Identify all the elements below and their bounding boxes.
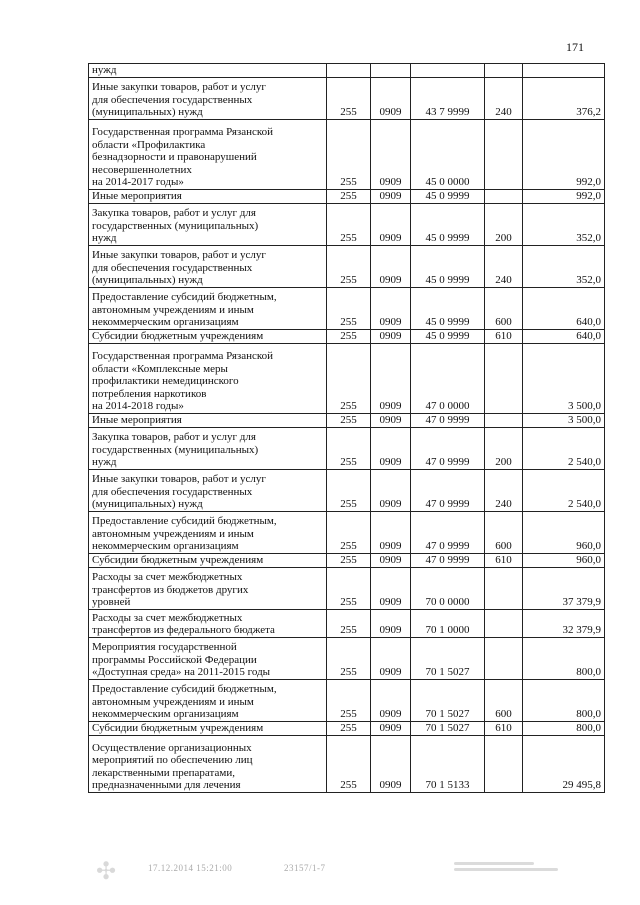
cell-sec: 0909 xyxy=(371,610,411,638)
cell-vr xyxy=(485,414,523,428)
cell-vr: 610 xyxy=(485,330,523,344)
cell-adm: 255 xyxy=(327,680,371,722)
cell-name: Закупка товаров, работ и услуг для государственных (муниципальных) нужд xyxy=(89,204,327,246)
cell-sec: 0909 xyxy=(371,736,411,793)
cell-csr: 45 0 9999 xyxy=(411,330,485,344)
cell-csr: 47 0 0000 xyxy=(411,344,485,414)
cell-name: Предоставление субсидий бюджетным, автономным учреждениям и иным некоммерческим организациям xyxy=(89,288,327,330)
page-number: 171 xyxy=(566,40,584,54)
cell-sec: 0909 xyxy=(371,120,411,190)
cell-sec: 0909 xyxy=(371,512,411,554)
cell-csr: 70 1 5027 xyxy=(411,722,485,736)
cell-name: Иные мероприятия xyxy=(89,190,327,204)
document-id: 23157/1-7 xyxy=(284,863,326,873)
cell-csr: 70 1 0000 xyxy=(411,610,485,638)
cell-vr: 240 xyxy=(485,246,523,288)
cell-name: Закупка товаров, работ и услуг для государственных (муниципальных) нужд xyxy=(89,428,327,470)
cell-csr: 47 0 9999 xyxy=(411,512,485,554)
cell-vr: 200 xyxy=(485,204,523,246)
cell-vr xyxy=(485,190,523,204)
cell-csr: 47 0 9999 xyxy=(411,414,485,428)
cell-name: Государственная программа Рязанской области «Комплексные меры профилактики немедицинского потребления наркотиков на 2014-2018 годы» xyxy=(89,344,327,414)
table-row xyxy=(89,736,605,793)
cell-vr xyxy=(485,344,523,414)
cell-sec: 0909 xyxy=(371,330,411,344)
cell-sec xyxy=(371,64,411,78)
cell-adm: 255 xyxy=(327,722,371,736)
cell-csr: 47 0 9999 xyxy=(411,470,485,512)
cell-sec: 0909 xyxy=(371,288,411,330)
table-row xyxy=(89,190,605,204)
cell-sec: 0909 xyxy=(371,428,411,470)
cell-vr: 610 xyxy=(485,722,523,736)
cell-vr: 240 xyxy=(485,78,523,120)
cell-csr: 70 0 0000 xyxy=(411,568,485,610)
cell-name: нужд xyxy=(89,64,327,78)
cell-csr: 70 1 5027 xyxy=(411,638,485,680)
cell-sum: 352,0 xyxy=(523,204,605,246)
page-footer xyxy=(0,855,640,905)
table-row xyxy=(89,246,605,288)
cell-sec: 0909 xyxy=(371,554,411,568)
cell-sum: 37 379,9 xyxy=(523,568,605,610)
cell-adm: 255 xyxy=(327,204,371,246)
cell-adm: 255 xyxy=(327,120,371,190)
cell-adm: 255 xyxy=(327,736,371,793)
cell-adm xyxy=(327,64,371,78)
cell-sec: 0909 xyxy=(371,190,411,204)
budget-table-body xyxy=(89,64,605,793)
cell-csr: 45 0 9999 xyxy=(411,204,485,246)
cell-csr: 45 0 0000 xyxy=(411,120,485,190)
table-row xyxy=(89,638,605,680)
table-row xyxy=(89,470,605,512)
cell-vr: 200 xyxy=(485,428,523,470)
cell-adm: 255 xyxy=(327,470,371,512)
table-row xyxy=(89,512,605,554)
cell-sum: 800,0 xyxy=(523,638,605,680)
cell-name: Осуществление организационных мероприятий по обеспечению лиц лекарственными препаратами, предназначенными для лечения xyxy=(89,736,327,793)
cell-csr: 45 0 9999 xyxy=(411,190,485,204)
budget-table xyxy=(88,63,605,793)
cell-csr: 70 1 5027 xyxy=(411,680,485,722)
cell-sum: 800,0 xyxy=(523,722,605,736)
cell-sum: 2 540,0 xyxy=(523,428,605,470)
cell-adm: 255 xyxy=(327,190,371,204)
cell-name: Иные закупки товаров, работ и услуг для обеспечения государственных (муниципальных) нужд xyxy=(89,78,327,120)
cell-vr xyxy=(485,610,523,638)
cell-adm: 255 xyxy=(327,344,371,414)
cell-adm: 255 xyxy=(327,568,371,610)
cell-csr: 47 0 9999 xyxy=(411,554,485,568)
cell-sum: 32 379,9 xyxy=(523,610,605,638)
cell-sec: 0909 xyxy=(371,680,411,722)
cell-name: Иные мероприятия xyxy=(89,414,327,428)
cell-sum: 640,0 xyxy=(523,330,605,344)
cell-adm: 255 xyxy=(327,330,371,344)
table-row xyxy=(89,344,605,414)
table-row xyxy=(89,414,605,428)
cell-sum: 2 540,0 xyxy=(523,470,605,512)
cell-vr: 600 xyxy=(485,288,523,330)
cell-csr: 47 0 9999 xyxy=(411,428,485,470)
cell-name: Иные закупки товаров, работ и услуг для обеспечения государственных (муниципальных) нужд xyxy=(89,246,327,288)
cell-sum: 29 495,8 xyxy=(523,736,605,793)
cell-sec: 0909 xyxy=(371,78,411,120)
table-row xyxy=(89,568,605,610)
table-row xyxy=(89,288,605,330)
cell-name: Субсидии бюджетным учреждениям xyxy=(89,722,327,736)
cell-sum: 960,0 xyxy=(523,554,605,568)
cell-vr: 600 xyxy=(485,512,523,554)
table-row xyxy=(89,554,605,568)
cell-name: Предоставление субсидий бюджетным, автономным учреждениям и иным некоммерческим организациям xyxy=(89,680,327,722)
cell-csr: 43 7 9999 xyxy=(411,78,485,120)
table-row xyxy=(89,722,605,736)
table-row xyxy=(89,680,605,722)
cell-name: Предоставление субсидий бюджетным, автономным учреждениям и иным некоммерческим организациям xyxy=(89,512,327,554)
cell-vr xyxy=(485,568,523,610)
cell-vr xyxy=(485,736,523,793)
cell-vr: 600 xyxy=(485,680,523,722)
cell-sec: 0909 xyxy=(371,204,411,246)
cell-sec: 0909 xyxy=(371,344,411,414)
cell-sum: 992,0 xyxy=(523,120,605,190)
print-timestamp: 17.12.2014 15:21:00 xyxy=(148,863,233,873)
cell-adm: 255 xyxy=(327,414,371,428)
cell-name: Мероприятия государственной программы Российской Федерации «Доступная среда» на 2011-2015 годы xyxy=(89,638,327,680)
table-row xyxy=(89,204,605,246)
cell-adm: 255 xyxy=(327,554,371,568)
cell-sum: 376,2 xyxy=(523,78,605,120)
cell-csr xyxy=(411,64,485,78)
cell-csr: 45 0 9999 xyxy=(411,246,485,288)
cell-sec: 0909 xyxy=(371,638,411,680)
cell-sec: 0909 xyxy=(371,722,411,736)
table-row xyxy=(89,330,605,344)
cell-sum: 992,0 xyxy=(523,190,605,204)
cell-csr: 70 1 5133 xyxy=(411,736,485,793)
cell-sec: 0909 xyxy=(371,470,411,512)
cell-sum: 3 500,0 xyxy=(523,344,605,414)
cell-vr xyxy=(485,120,523,190)
cell-sum: 640,0 xyxy=(523,288,605,330)
table-row xyxy=(89,64,605,78)
cell-vr xyxy=(485,64,523,78)
table-row xyxy=(89,610,605,638)
cell-name: Иные закупки товаров, работ и услуг для обеспечения государственных (муниципальных) нужд xyxy=(89,470,327,512)
cell-adm: 255 xyxy=(327,428,371,470)
cell-adm: 255 xyxy=(327,288,371,330)
cell-name: Субсидии бюджетным учреждениям xyxy=(89,330,327,344)
cell-name: Государственная программа Рязанской области «Профилактика безнадзорности и правонарушений несовершеннолетних на 2014-2017 годы» xyxy=(89,120,327,190)
cell-sum: 960,0 xyxy=(523,512,605,554)
faded-signature-mark xyxy=(454,859,564,879)
cell-sum: 800,0 xyxy=(523,680,605,722)
cell-adm: 255 xyxy=(327,512,371,554)
cell-adm: 255 xyxy=(327,638,371,680)
cell-sum: 3 500,0 xyxy=(523,414,605,428)
cell-name: Субсидии бюджетным учреждениям xyxy=(89,554,327,568)
cell-adm: 255 xyxy=(327,246,371,288)
cell-name: Расходы за счет межбюджетных трансфертов из федерального бюджета xyxy=(89,610,327,638)
cell-vr: 610 xyxy=(485,554,523,568)
cell-sum: 352,0 xyxy=(523,246,605,288)
table-row xyxy=(89,78,605,120)
cell-vr: 240 xyxy=(485,470,523,512)
cell-vr xyxy=(485,638,523,680)
barcode-stamp-icon: ✣ xyxy=(96,859,117,885)
cell-adm: 255 xyxy=(327,78,371,120)
cell-adm: 255 xyxy=(327,610,371,638)
table-row xyxy=(89,428,605,470)
table-row xyxy=(89,120,605,190)
cell-name: Расходы за счет межбюджетных трансфертов из бюджетов других уровней xyxy=(89,568,327,610)
cell-sec: 0909 xyxy=(371,246,411,288)
cell-sec: 0909 xyxy=(371,568,411,610)
cell-sum xyxy=(523,64,605,78)
cell-csr: 45 0 9999 xyxy=(411,288,485,330)
cell-sec: 0909 xyxy=(371,414,411,428)
